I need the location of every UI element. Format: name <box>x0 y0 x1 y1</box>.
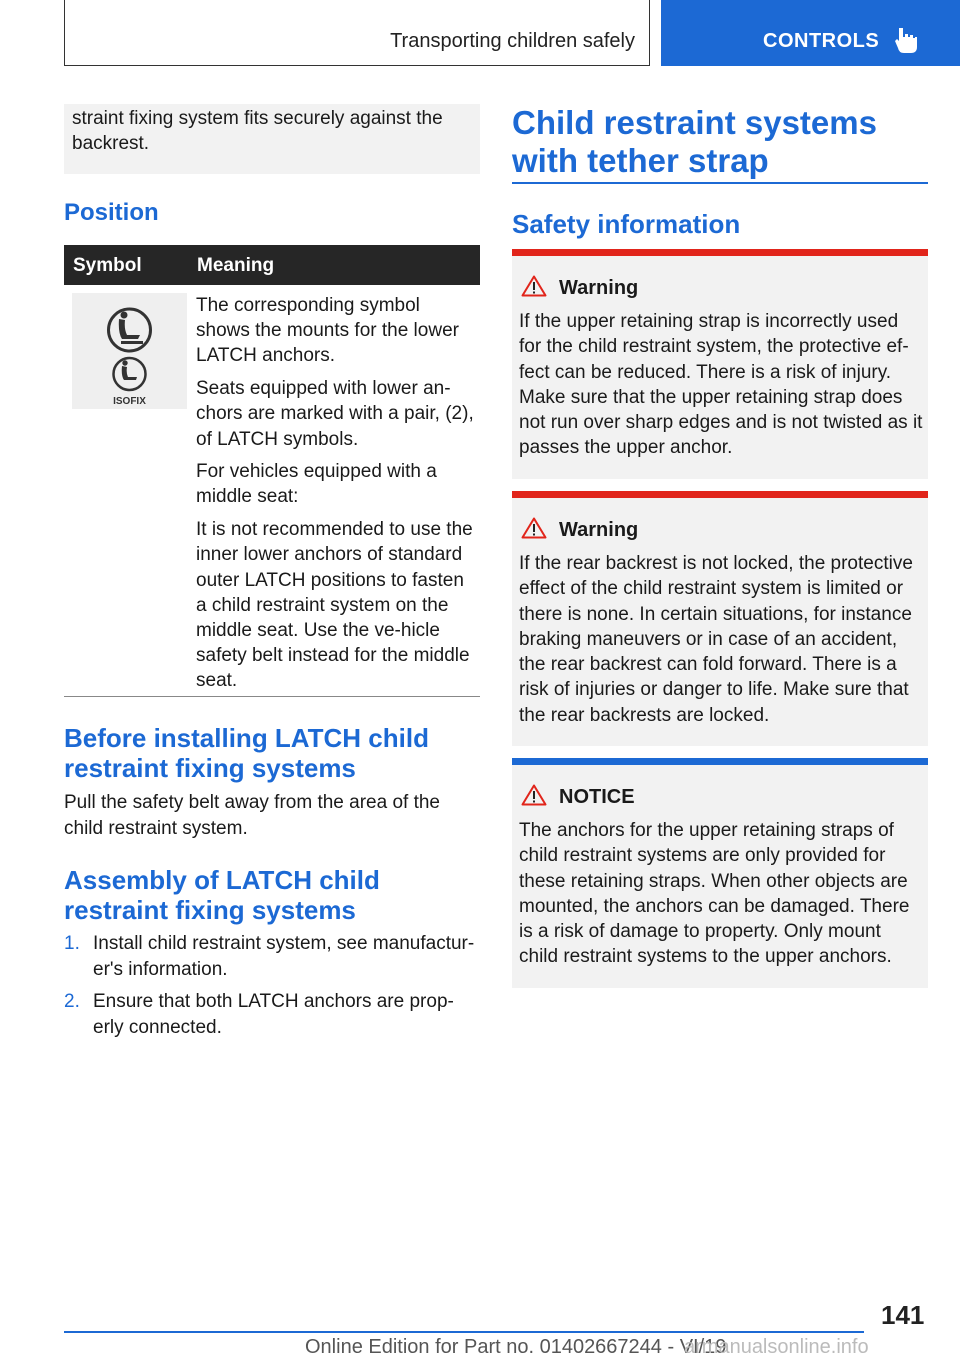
meaning-paragraph: It is not recommended to use the inner lower anchors of standard outer LATCH positions to fasten a child restraint system on the middle seat. Use the ve-hicle safety belt instead for the middle seat. <box>196 519 473 692</box>
page-number: 141 <box>881 1300 925 1330</box>
intro-text: straint fixing system fits securely against the backrest. <box>72 108 443 154</box>
step-text: Install child restraint system, see manufactur-er's information. <box>93 933 475 980</box>
step-number: 2. <box>64 991 80 1012</box>
assembly-heading: Assembly of LATCH child restraint fixing systems <box>64 865 380 925</box>
isofix-label: ISOFIX <box>113 396 146 407</box>
notice-text: The anchors for the upper retaining straps of child restraint systems are only provided for these retaining straps. When other objects are mounted, the anchors can be damaged. There is a risk of damage to property. Only mount child restraint systems to the upper anchors. <box>519 820 910 968</box>
col-header-symbol: Symbol <box>73 255 142 276</box>
assembly-steps-list <box>64 931 480 1047</box>
before-installing-text: Pull the safety belt away from the area of the child restraint system. <box>64 792 440 839</box>
list-item <box>64 931 480 982</box>
main-heading-rule <box>512 182 928 184</box>
step-number: 1. <box>64 933 80 954</box>
notice-title: Warning <box>559 277 639 299</box>
main-heading: Child restraint systems with tether strap <box>512 104 877 179</box>
pointing-hand-icon <box>893 26 919 54</box>
footer-rule <box>64 1331 864 1333</box>
child-seat-icon <box>72 293 187 409</box>
meaning-cell <box>196 293 478 701</box>
notice-title: Warning <box>559 519 639 541</box>
table-bottom-rule <box>64 696 480 697</box>
meaning-paragraph: Seats equipped with lower an-chors are marked with a pair, (2), of LATCH symbols. <box>196 378 474 450</box>
isofix-symbol-image <box>72 293 187 409</box>
intro-text-box <box>64 104 480 174</box>
warning-box <box>512 491 928 746</box>
warning-box <box>512 249 928 479</box>
header-section-box <box>64 0 650 66</box>
notice-box <box>512 758 928 988</box>
col-header-meaning: Meaning <box>197 255 275 276</box>
chapter-tab <box>661 0 960 66</box>
warning-triangle-icon <box>521 275 547 297</box>
watermark: armanualsonline.info <box>684 1336 869 1358</box>
warning-triangle-icon <box>521 517 547 539</box>
list-item <box>64 989 480 1040</box>
position-heading: Position <box>64 199 159 226</box>
section-title: Transporting children safely <box>390 30 635 52</box>
warning-bar <box>512 491 928 498</box>
notice-title: NOTICE <box>559 786 635 808</box>
meaning-paragraph: For vehicles equipped with a middle seat: <box>196 461 437 508</box>
symbol-table-header <box>64 245 480 285</box>
before-installing-heading: Before installing LATCH child restraint fixing systems <box>64 723 429 783</box>
edition-text: Online Edition for Part no. 01402667244 - VI/19 <box>305 1336 727 1358</box>
notice-text: If the rear backrest is not locked, the protective effect of the child restraint system is limited or there is none. In certain situations, for instance braking maneuvers or in case of an accident, the rear backrest can fold forward. There is a risk of injuries or danger to life. Make sure that the rear backrests are locked. <box>519 553 913 726</box>
chapter-label: CONTROLS <box>763 30 880 52</box>
safety-heading: Safety information <box>512 209 741 239</box>
meaning-paragraph: The corresponding symbol shows the mounts for the lower LATCH anchors. <box>196 295 459 367</box>
step-text: Ensure that both LATCH anchors are prop-erly connected. <box>93 991 454 1038</box>
notice-text: If the upper retaining strap is incorrectly used for the child restraint system, the protective ef-fect can be reduced. There is a risk of injury. Make sure that the upper retaining strap does not run over sharp edges and is not twisted as it passes the upper anchor. <box>519 311 923 459</box>
warning-triangle-icon <box>521 784 547 806</box>
notice-bar <box>512 758 928 765</box>
warning-bar <box>512 249 928 256</box>
